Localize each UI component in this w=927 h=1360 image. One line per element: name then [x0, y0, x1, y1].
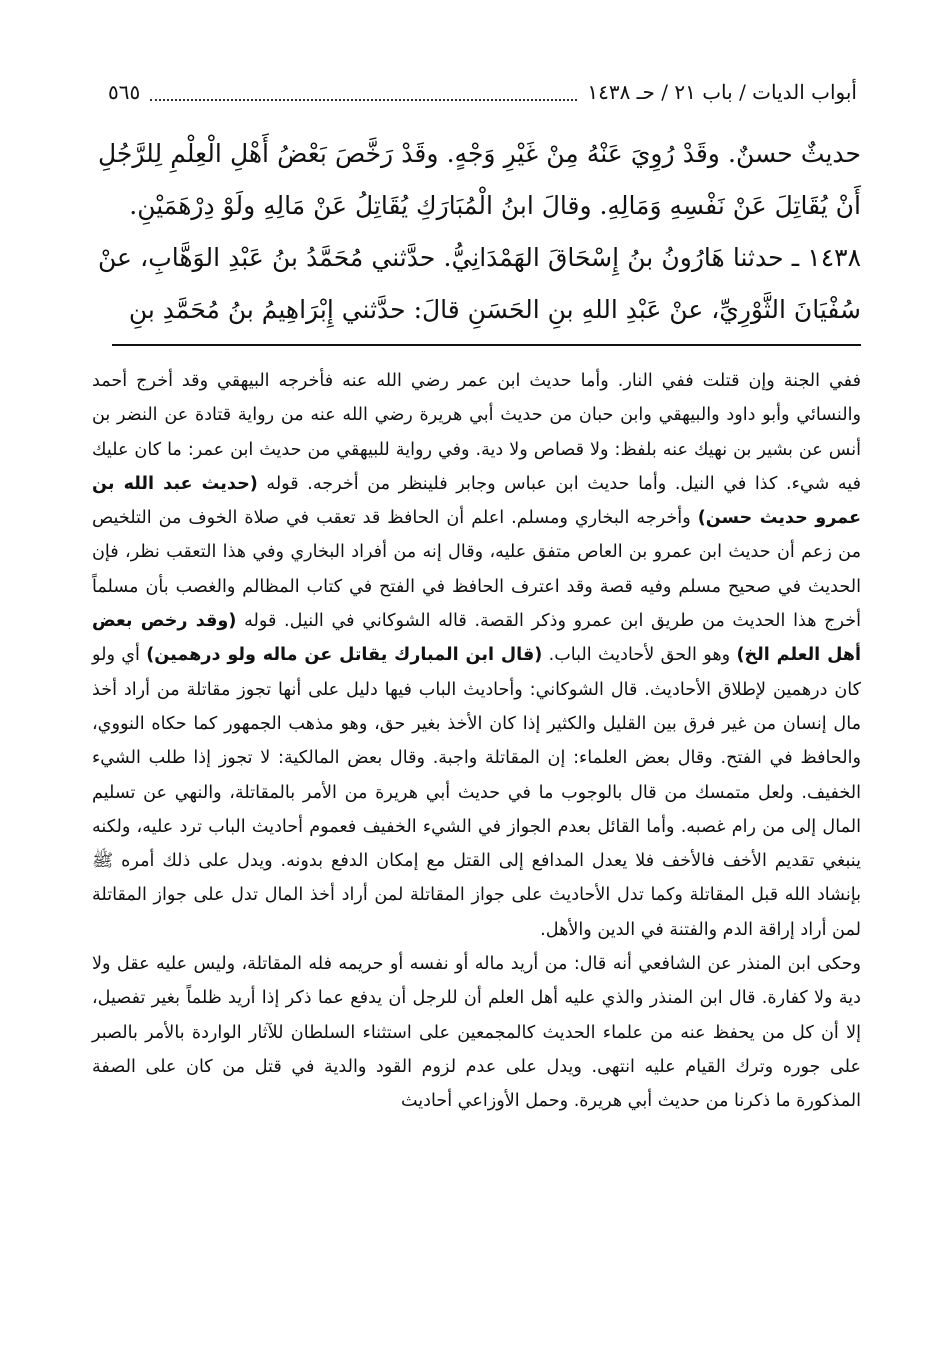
- quoted-phrase: (وقد رخص بعض أهل العلم الخ): [92, 611, 861, 666]
- running-title: أبواب الديات / باب ٢١ / حـ ١٤٣٨: [587, 80, 857, 104]
- commentary-paragraph-1: [92, 364, 861, 947]
- commentary-text-run: ففي الجنة وإن قتلت ففي النار. وأما حديث ابن عمر رضي الله عنه فأخرجه البيهقي وقد أخرج أحمد والنسائي وأبو داود والبيهقي وابن حبان من حديث أبي هريرة رضي الله عنه من رواية قتادة عن النضر بن أنس عن بشير بن نهيك عنه بلفظ: ولا قصاص ولا دية. وفي رواية للبيهقي من حديث ابن عمر: ما كان عليك فيه شيء. كذا في النيل. وأما حديث ابن عباس وجابر فلينظر من أخرجه. قوله: [92, 371, 861, 494]
- main-paragraph-2: ١٤٣٨ ـ حدثنا هَارُونُ بنُ إِسْحَاقَ الهَمْدَانِيُّ. حدَّثني مُحَمَّدُ بنُ عَبْدِ الوَهَّابِ، عنْ سُفْيَانَ الثَّوْرِيِّ، عنْ عَبْدِ اللهِ بنِ الحَسَنِ قالَ: حدَّثني إِبْرَاهِيمُ بنُ مُحَمَّدِ بنِ: [98, 243, 861, 324]
- footnote-divider: [112, 344, 861, 346]
- page-number: ٥٦٥: [108, 80, 141, 104]
- commentary-text-run: وهو الحق لأحاديث الباب.: [542, 645, 737, 666]
- main-paragraph-1: حديثٌ حسنٌ. وقَدْ رُوِيَ عَنْهُ مِنْ غَيْرِ وَجْهٍ. وقَدْ رَخَّصَ بَعْضُ أَهْلِ الْعِلْمِ لِلرَّجُلِ أَنْ يُقَاتِلَ عَنْ نَفْسِهِ وَمَالِهِ. وقالَ ابنُ الْمُبَارَكِ يُقَاتِلُ عَنْ مَالِهِ ولَوْ دِرْهَمَيْنِ.: [98, 139, 861, 220]
- quoted-phrase: (حديث عبد الله بن عمرو حديث حسن): [92, 473, 861, 529]
- commentary-text-run: أي ولو كان درهمين لإطلاق الأحاديث. قال الشوكاني: وأحاديث الباب فيها دليل على أنها تجوز مقاتلة من أراد أخذ مال إنسان من غير فرق بين القليل والكثير إذا كان الأخذ بغير حق، وهو مذهب الجمهور كما حكاه النووي، والحافظ في الفتح. وقال بعض العلماء: إن المقاتلة واجبة. وقال بعض المالكية: لا تجوز إذا طلب الشيء الخفيف. ولعل متمسك من قال بالوجوب ما في حديث أبي هريرة من الأمر بالمقاتلة، والنهي عن تسليم المال إلى من رام غصبه. وأما القائل بعدم الجواز في الشيء الخفيف فعموم أحاديث الباب ترد عليه، ولكنه ينبغي تقديم الأخف فالأخف فلا يعدل المدافع إلى القتل مع إمكان الدفع بدونه. ويدل على ذلك أمره ﷺ بإنشاد الله قبل المقاتلة وكما تدل الأحاديث على جواز المقاتلة لمن أراد أخذ المال تدل على جواز المقاتلة لمن أراد إراقة الدم والفتنة في الدين والأهل.: [92, 645, 861, 940]
- page-header: [108, 72, 857, 112]
- commentary-paragraph-2: وحكى ابن المنذر عن الشافعي أنه قال: من أريد ماله أو نفسه أو حريمه فله المقاتلة، وليس عليه عقل ولا دية ولا كفارة. قال ابن المنذر والذي عليه أهل العلم أن للرجل أن يدفع عما ذكر إذا أريد ظلماً بغير تفصيل، إلا أن كل من يحفظ عنه من علماء الحديث كالمجمعين على استثناء السلطان للآثار الواردة بالأمر بالصبر على جوره وترك القيام عليه انتهى. ويدل على عدم لزوم القود والدية في قتل من كان على الصفة المذكورة ما ذكرنا من حديث أبي هريرة. وحمل الأوزاعي أحاديث: [92, 954, 861, 1112]
- hadith-text: [98, 128, 861, 336]
- quoted-phrase: (قال ابن المبارك يقاتل عن ماله ولو درهمين): [146, 645, 543, 666]
- dotted-leader: [150, 89, 577, 101]
- commentary-text: [92, 364, 861, 1119]
- commentary-text-run: وأخرجه البخاري ومسلم. اعلم أن الحافظ قد تعقب في صلاة الخوف من التلخيص من زعم أن حديث ابن عمرو بن العاص متفق عليه، وقال إنه من أفراد البخاري وفي هذا التعقب نظر، فإن الحديث في صحيح مسلم وفيه قصة وقد اعترف الحافظ في الفتح في كتاب المظالم والغصب بأن مسلماً أخرج هذا الحديث من طريق ابن عمرو وذكر القصة. قاله الشوكاني في النيل. قوله: [92, 508, 861, 632]
